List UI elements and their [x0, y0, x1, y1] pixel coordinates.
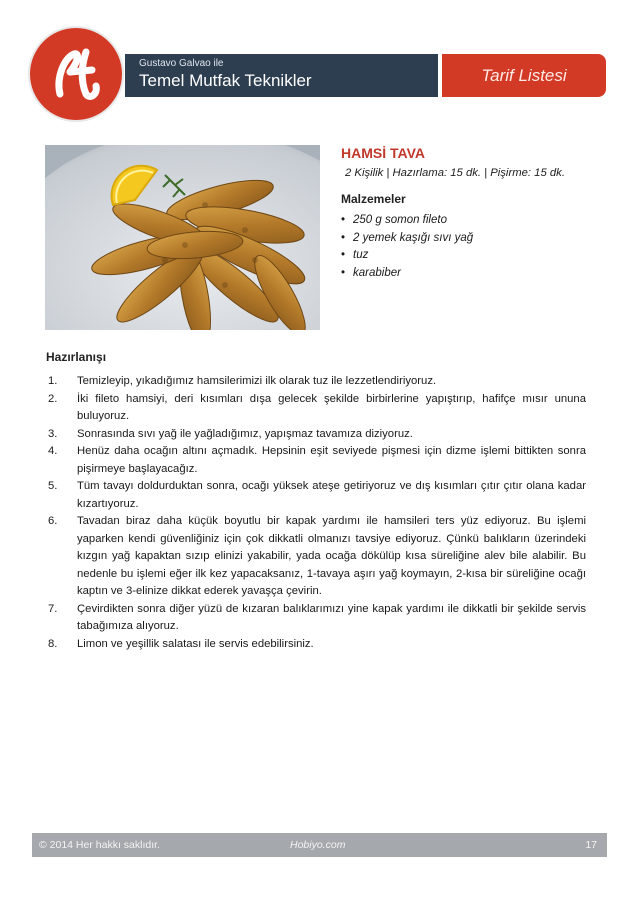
step-item: [46, 478, 586, 513]
step-text: Tüm tavayı doldurduktan sonra, ocağı yüksek ateşe getiriyoruz ve dış kısımları çıtır çıtır olana kadar kızartıyoruz.: [77, 480, 586, 510]
step-item: [46, 373, 586, 391]
list-item: • tuz: [341, 249, 369, 261]
step-item: [46, 601, 586, 636]
preparation-title: Hazırlanışı: [46, 350, 107, 364]
step-item: [46, 443, 586, 478]
page-number: 17: [585, 839, 597, 851]
step-text: Temizleyip, yıkadığımız hamsilerimizi ilk olarak tuz ile lezzetlendiriyoruz.: [77, 375, 437, 387]
step-number: 1.: [48, 375, 58, 387]
ingredients-title: Malzemeler: [341, 192, 406, 206]
footer-site-link[interactable]: Hobiyo.com: [290, 839, 346, 851]
list-item: • 2 yemek kaşığı sıvı yağ: [341, 231, 474, 244]
step-number: 4.: [48, 445, 58, 457]
page-footer: [32, 833, 607, 857]
ingredient-text: tuz: [353, 249, 369, 261]
step-text: Henüz daha ocağın altını açmadık. Hepsinin eşit seviyede pişmesi için dizme işlemi bittikten sonra pişirmeye başlayacağız.: [77, 445, 586, 475]
recipe-meta: 2 Kişilik | Hazırlama: 15 dk. | Pişirme: 15 dk.: [345, 167, 565, 179]
header-bar: [125, 54, 438, 97]
step-number: 3.: [48, 427, 58, 440]
ingredients-list: [341, 212, 473, 282]
footer-copyright: © 2014 Her hakkı saklıdır.: [39, 839, 160, 851]
step-text: Çevirdikten sonra diğer yüzü de kızaran balıklarımızı yine kapak yardımı ile dikkatli bir şekilde servis tabağımıza alıyoruz.: [77, 602, 586, 632]
recipe-list-tab-label: Tarif Listesi: [481, 66, 567, 85]
header-title: Temel Mutfak Teknikler: [139, 71, 312, 90]
ingredient-text: karabiber: [353, 266, 401, 279]
step-item: [46, 426, 586, 444]
step-number: 8.: [48, 637, 58, 650]
step-text: Limon ve yeşillik salatası ile servis edebilirsiniz.: [77, 637, 314, 650]
step-text: Tavadan biraz daha küçük boyutlu bir kapak yardımı ile hamsileri ters yüz ediyoruz. Bu işlemi yaparken kendi güvenliğiniz için çok dikkatli olmanızı tavsiye ediyoruz. Çünkü balıkların üzerindeki kızgın yağ kapaktan sızıp elinizi yakabilir, yada ocağa dökülüp kısa süreliğine alev bile alabilir. Bu nedenle bu işlemi eğer ilk kez yapacaksanız, 1-tavaya aşırı yağ koymayın, 2-kısa bir süreliğine ocağı kaptın ve 3-elinize dikkat ederek yavaşça çevirin.: [77, 515, 586, 597]
step-number: 5.: [48, 480, 58, 492]
step-text: Sonrasında sıvı yağ ile yağladığımız, yapışmaz tavamıza diziyoruz.: [77, 427, 413, 440]
ingredient-text: 250 g somon fileto: [353, 214, 447, 226]
step-item: [46, 513, 586, 601]
header-subtitle: Gustavo Galvao ile: [139, 58, 224, 69]
list-item: • karabiber: [341, 266, 401, 279]
recipe-list-tab[interactable]: [442, 54, 606, 97]
preparation-steps: [46, 373, 586, 653]
step-item: [46, 391, 586, 426]
recipe-title: HAMSİ TAVA: [341, 145, 425, 161]
list-item: • 250 g somon fileto: [341, 214, 447, 226]
step-number: 6.: [48, 515, 58, 527]
fried-anchovy-plate-photo: [45, 145, 320, 330]
ingredient-text: 2 yemek kaşığı sıvı yağ: [353, 231, 474, 244]
hobiyo-logo: [30, 28, 122, 120]
logo-h-icon: [30, 28, 122, 120]
recipe-photo: [45, 145, 320, 330]
step-item: [46, 636, 586, 654]
step-number: 7.: [48, 602, 58, 615]
step-text: İki fileto hamsiyi, deri kısımları dışa gelecek şekilde birbirlerine yapıştırıp, hafifçe mısır ununa buluyoruz.: [77, 392, 586, 422]
step-number: 2.: [48, 392, 58, 405]
